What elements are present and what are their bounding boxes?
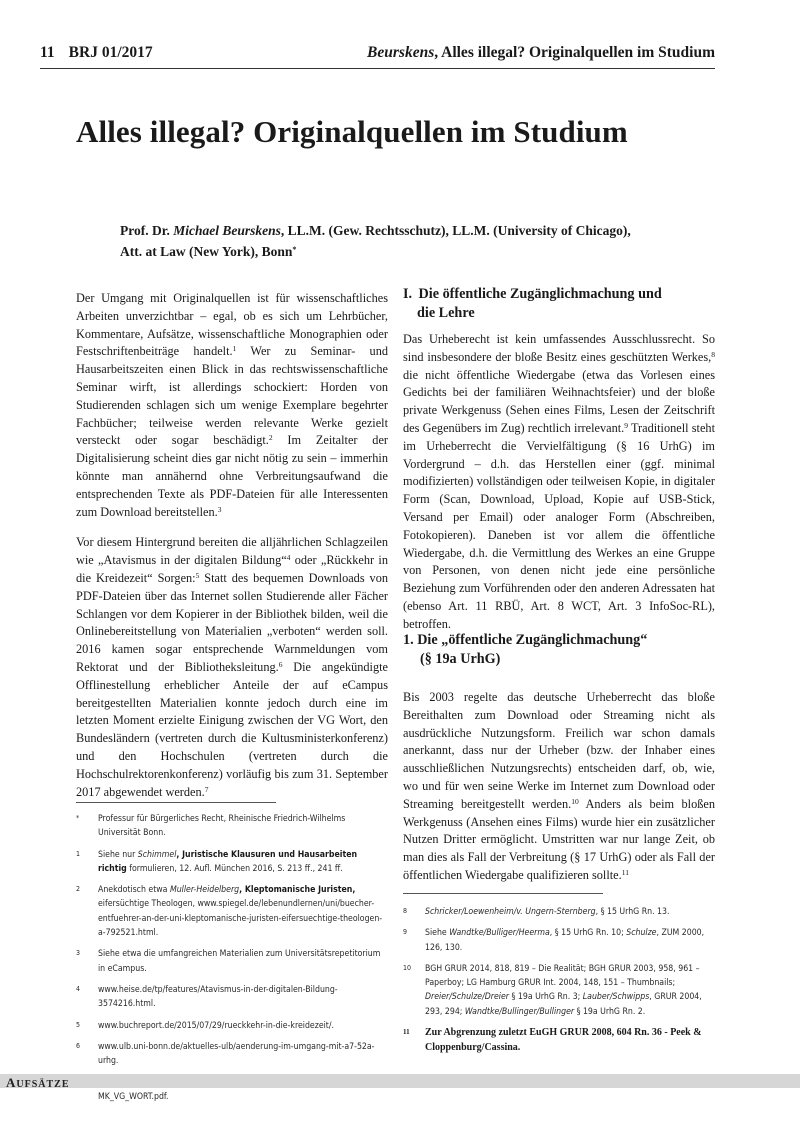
footnotes-left [76,812,388,1111]
footnote-ref[interactable]: 8 [711,349,715,359]
footnote-ref[interactable]: 9 [624,420,628,430]
footnote-ref[interactable]: 1 [232,344,237,354]
section-title-line2: die Lehre [417,305,475,321]
author-prefix: Prof. Dr. [120,223,174,238]
footnote-ref[interactable]: 11 [621,867,629,877]
subsection-paragraph-1: Bis 2003 regelte das deutsche Urheberrecht das bloße Bereithalten zum Download oder Streaming nicht als ausdrückliche Nutzungsform. Freilich war schon damals anerkannt, dass nur der Urheber (bzw. der Inhaber eines ausschließlichen Nutzungsrechts) entscheiden darf, ob, wie, wo und für wen seine Werke im Internet zum Download oder Streaming bereitgestellt werden.$^{10}$ Anders als beim bloßen Werkgenuss (Ansehen eines Films) wurde hier ein zusätzlicher Nutzen Dritter ermöglicht. Umstritten war nur lange Zeit, ob man dies als Fall der Verbreitung (§ 17 UrhG) oder als Fall der öffentlichen Wiedergabe qualifizieren sollte.$^{11}$ [403,690,715,882]
footnote-link[interactable]: www.ulb.uni-bonn.de/aktuelles-ulb/aenderung-im-umgang-mit-a7-52a-urhg. [98,1041,375,1067]
running-header [40,44,715,66]
subsection-heading [403,631,715,669]
footnotes-right [403,905,715,1062]
page-number: 11 [40,44,55,61]
author-name: Michael Beurskens [173,223,281,238]
author-credentials-line2: Att. at Law (New York), Bonn [120,244,293,259]
footnote-ref[interactable]: 10 [571,796,579,806]
section-title-line1: Die öffentliche Zugänglichmachung und [418,286,662,302]
header-right [367,44,715,62]
footer-band [0,1074,800,1088]
subsection-title-line2: (§ 19a UrhG) [420,651,501,667]
footnote-9: 9 Siehe Wandtke/Bulliger/Heerma, § 15 UrhG Rn. 10; Schulze, ZUM 2000, 126, 130. [403,928,705,953]
footnote-ref[interactable]: 3 [217,504,222,514]
footnote-4: 4 www.heise.de/tp/features/Atavismus-in-der-digitalen-Bildung-3574216.html. [76,984,338,1010]
footnote-ref[interactable]: 4 [286,553,291,563]
intro-paragraph-1: Der Umgang mit Originalquellen ist für wissenschaftliches Arbeiten unverzichtbar – egal, ob es sich um Lehrbücher, Kommentare, Aufsätze, wissenschaftliche Monographien oder Festschriftenbeiträge handelt.$^1$ Wer zu Seminar- und Hausarbeitszeiten einen Blick in das rechtswissenschaftliche Seminar wirft, ist allerdings schockiert: Horden von Studierenden schlagen sich um wenige Exemplare begehrter Fachbücher; teilweise werden relevante Werke gezielt versteckt oder sogar beschädigt.$^2$ Im Zeitalter der Digitalisierung scheint dies gar nicht nötig zu sein – immerhin könnte man annähernd ohne Verbreitungsaufwand die entsprechenden Texte als PDF-Dateien für alle Interessenten zum Download bereitstellen.$^3$ [76,291,388,519]
footnote-11: 11 Zur Abgrenzung zuletzt EuGH GRUR 2008, 604 Rn. 36 - Peek & Cloppenburg/Cassina. [403,1027,702,1053]
section-number: I. [403,286,413,302]
section-heading [403,285,715,323]
intro-paragraph-2: Vor diesem Hintergrund bereiten die alljährlichen Schlagzeilen wie „Atavismus in der digitalen Bildung“$^4$ oder „Rückkehr in die Kreidezeit“ Sorgen:$^5$ Statt des bequemen Downloads von PDF-Dateien über das Internet sollen Studierende aller Fächer Schlangen vor dem Kopierer in der Bibliothek bilden, weil die Onlinebereitstellung von Materialien „verboten“ werden soll. 2016 kamen sogar entsprechende Warnmeldungen vom Rektorat und der Bibliotheksleitung.$^6$ Die angekündigte Offlinestellung erheblicher Anteile der auf eCampus bereitgestellten Materialien konnte jedoch durch eine im letzten Moment erzielte Einigung zwischen der VG Wort, den Bundesländern (vertreten durch die Kultusministerkonferenz) und den Hochschulen (vertreten durch die Hochschulrektorenkonferenz) vorläufig bis zum 31. September 2017 abgewendet werden.$^7$ [76,535,388,799]
section-label: AUFSÄTZE [6,1075,70,1090]
footnote-8: 8 Schricker/Loewenheim/v. Ungern-Sternberg, § 15 UrhG Rn. 13. [403,907,670,917]
footnote-ref[interactable]: 2 [268,433,273,443]
header-author: Beurskens [367,44,435,61]
journal-issue: BRJ 01/2017 [68,44,153,61]
footnote-ref[interactable]: 7 [204,784,209,794]
header-short-title: , Alles illegal? Originalquellen im Studium [434,44,715,61]
footnote-rule-right [403,893,603,894]
footnote-link[interactable]: www.buchreport.de/2015/07/29/rueckkehr-in-die-kreidezeit/. [98,1020,334,1031]
footnote-5: 5 www.buchreport.de/2015/07/29/rueckkehr-in-die-kreidezeit/. [76,1020,334,1031]
footnote-2: 2 Anekdotisch etwa Muller-Heidelberg, Kleptomanische Juristen, eifersüchtige Theologen, www.spiegel.de/lebenundlernen/uni/buecher-entfuehrer-an-der-uni-kleptomanische-juristen-eifersuechtige-theologen-a-792521.html. [76,885,383,939]
footnote-3: 3 Siehe etwa die umfangreichen Materialien zum Universitätsrepetitorium in eCampus. [76,949,381,974]
footnote-rule-left [76,802,276,803]
footnote-ref[interactable]: 5 [195,570,200,580]
footnote-link[interactable]: MK_VG_WORT.pdf. [98,1091,169,1102]
header-left [40,44,153,62]
subsection-title-line1: 1. Die „öffentliche Zugänglichmachung“ [403,632,648,648]
author-footnote-marker: * [292,245,297,254]
footnote-6: 6 www.ulb.uni-bonn.de/aktuelles-ulb/aenderung-im-umgang-mit-a7-52a-urhg. [76,1041,375,1067]
footnote-link[interactable]: www.heise.de/tp/features/Atavismus-in-der-digitalen-Bildung-3574216.html. [98,984,338,1010]
footnote-star: * Professur für Bürgerliches Recht, Rheinische Friedrich-Wilhelms Universität Bonn. [76,814,346,839]
section-paragraph-1: Das Urheberecht ist kein umfassendes Ausschlussrecht. So sind insbesondere der bloße Besitz eines geschützten Werkes,$^8$ die nicht öffentliche Wiedergabe (etwa das Vorlesen eines Gedichts bei der familiären Weihnachtsfeier) und der bloße private Werkgenuss (Sehen eines Films, Lesen der Zeitschrift des Gegenübers im Zug) rechtlich irrelevant.$^9$ Traditionell steht im Urheberrecht die Vervielfältigung (§ 16 UrhG) im Vordergrund – d.h. das Herstellen einer (ggf. minimal modifizierten) vollständigen oder teilweisen Kopie, in digitaler Form (Scan, Download, Upload, Kopie auf USB-Stick, Versand per Email) oder analoger Form (Abschreiben, Fotokopieren). Daneben ist vor allem die öffentliche Wiedergabe, d.h. die Vermittlung des Werkes an eine Gruppe von Personen, von denen nicht jede eine persönliche Beziehung zum Vorführenden oder den anderen Adressaten hat (ebenso Art. 11 RBÜ, Art. 8 WCT, Art. 3 InfoSoc-RL), betroffen. [403,332,715,631]
footnote-10: 10 BGH GRUR 2014, 818, 819 – Die Realität; BGH GRUR 2003, 958, 961 – Paperboy; LG Hamburg GRUR Int. 2004, 148, 151 – Thumbnails; Dreier/Schulze/Dreier § 19a UrhG Rn. 3; Lauber/Schwipps, GRUR 2004, 293, 294; Wandtke/Bullinger/Bullinger § 19a UrhG Rn. 2. [403,963,702,1017]
article-title: Alles illegal? Originalquellen im Studium [76,114,628,149]
header-rule [40,68,715,69]
left-column [76,290,388,801]
footnote-1: 1 Siehe nur Schimmel, Juristische Klausuren und Hausarbeiten richtig formulieren, 12. Aufl. München 2016, S. 213 ff., 241 ff. [76,849,358,874]
footnote-ref[interactable]: 6 [278,659,283,669]
author-credentials: , LL.M. (Gew. Rechtsschutz), LL.M. (University of Chicago), [280,223,631,238]
author-block [120,220,680,262]
